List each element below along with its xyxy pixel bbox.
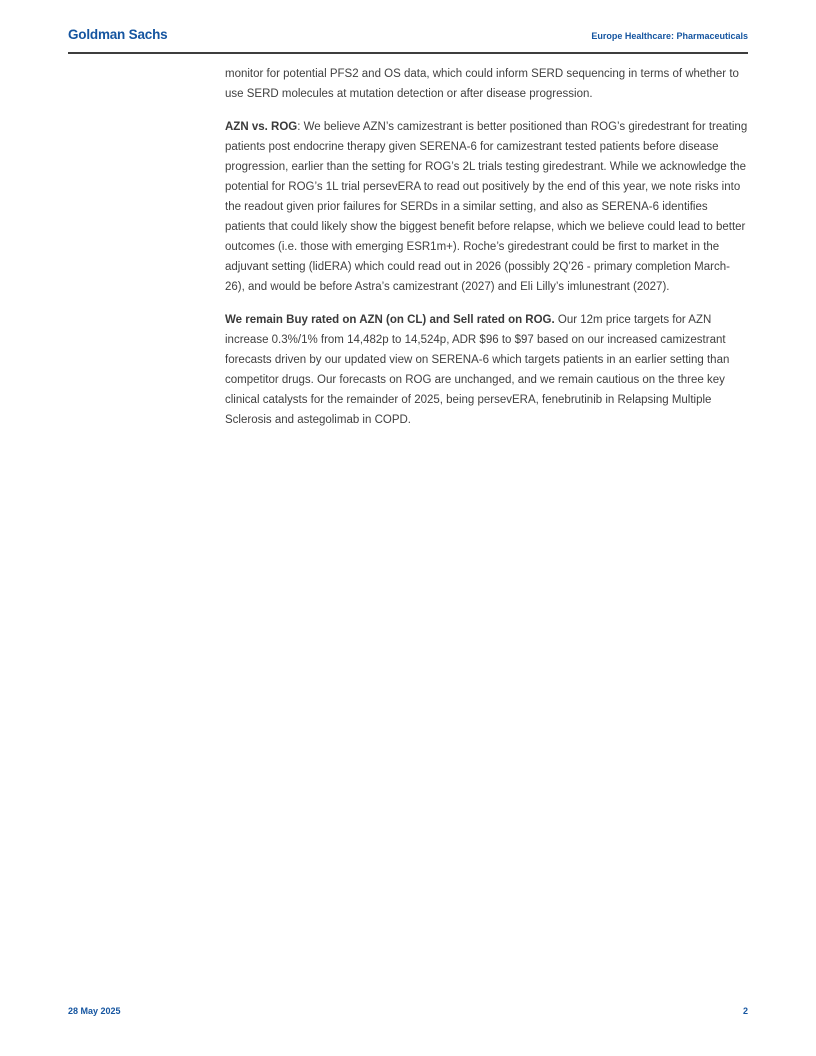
paragraph-text: monitor for potential PFS2 and OS data, which could inform SERD sequencing in terms of whether to use SERD molecules at mutation detection or after disease progression. <box>225 68 739 100</box>
header-divider <box>68 52 748 54</box>
page-footer <box>68 1006 748 1016</box>
paragraph-azn-vs-rog <box>225 117 749 297</box>
paragraph-text: Our 12m price targets for AZN increase 0.3%/1% from 14,482p to 14,524p, ADR $96 to $97 based on our increased camizestrant forecasts driven by our updated view on SERENA-6 which targets patients in an earlier setting than competitor drugs. Our forecasts on ROG are unchanged, and we remain cautious on the three key clinical catalysts for the remainder of 2025, being persevERA, fenebrutinib in Relapsing Multiple Sclerosis and astegolimab in COPD. <box>225 314 730 426</box>
report-date: 28 May 2025 <box>68 1006 121 1016</box>
goldman-sachs-logo: Goldman Sachs <box>68 27 168 42</box>
page-number: 2 <box>742 1006 748 1016</box>
paragraph-lead-bold: AZN vs. ROG <box>225 121 298 133</box>
report-section-title: Europe Healthcare: Pharmaceuticals <box>591 31 748 41</box>
paragraph-text: : We believe AZN’s camizestrant is better positioned than ROG’s giredestrant for treating patients post endocrine therapy given SERENA-6 for camizestrant tested patients before disease progression, earlier than the setting for ROG’s 2L trials testing giredestrant. While we acknowledge the potential for ROG’s 1L trial persevERA to read out positively by the end of this year, we note risks into the readout given prior failures for SERDs in a similar setting, and also as SERENA-6 identifies patients that could likely show the biggest benefit before relapse, which we believe could lead to better outcomes (i.e. those with emerging ESR1m+). Roche’s giredestrant could be first to market in the adjuvant setting (lidERA) which could read out in 2026 (possibly 2Q’26 - primary completion March-26), and would be before Astra’s camizestrant (2027) and Eli Lilly’s imlunestrant (2027). <box>225 121 748 293</box>
paragraph-continuation <box>225 64 749 104</box>
paragraph-lead-bold: We remain Buy rated on AZN (on CL) and Sell rated on ROG. <box>225 314 555 326</box>
paragraph-rating <box>225 310 749 430</box>
page-header <box>68 27 748 42</box>
report-body <box>225 64 749 443</box>
